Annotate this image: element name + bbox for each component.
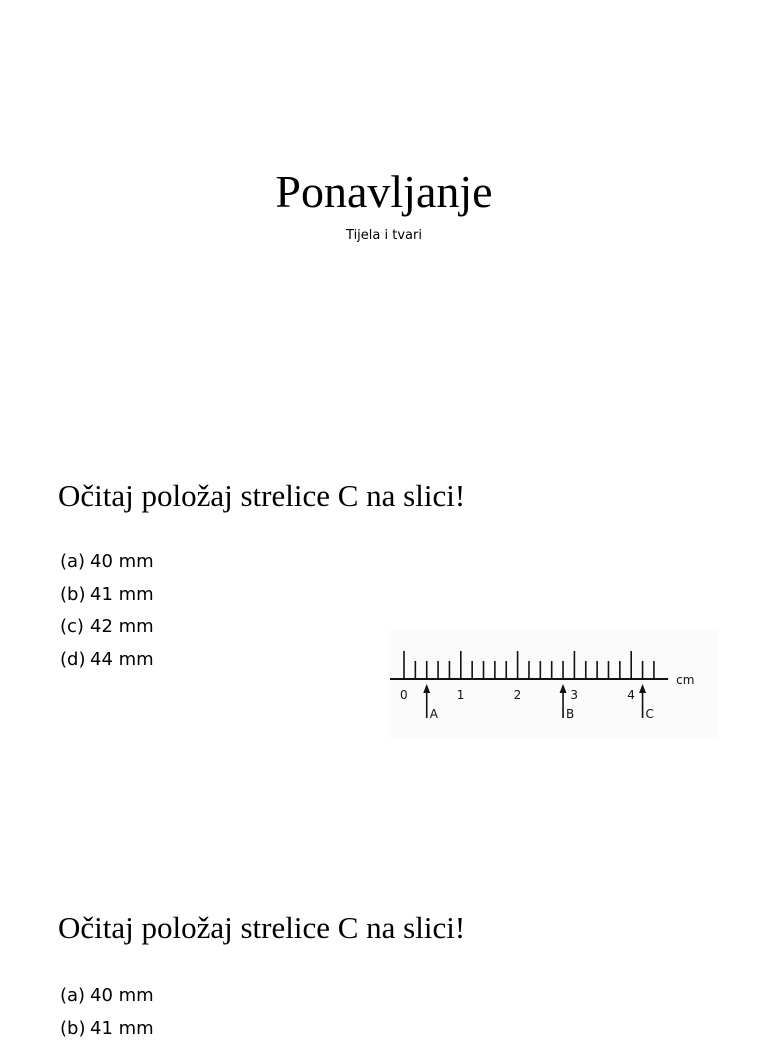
title-slide xyxy=(0,164,768,243)
option-b xyxy=(60,1013,154,1045)
scale-label: 4 xyxy=(627,688,635,702)
scale-label: 0 xyxy=(400,688,408,702)
option-text: 41 mm xyxy=(90,584,154,605)
option-letter: (a) xyxy=(60,980,90,1013)
arrow-head xyxy=(639,684,646,693)
unit-label: cm xyxy=(676,673,694,687)
ruler-drawing xyxy=(388,630,718,738)
option-text: 40 mm xyxy=(90,551,154,572)
arrow-label: A xyxy=(430,707,439,721)
ruler-figure xyxy=(388,630,718,738)
scale-label: 3 xyxy=(570,688,578,702)
option-b xyxy=(60,579,154,612)
answer-options xyxy=(60,546,154,676)
option-a xyxy=(60,546,154,579)
option-text: 42 mm xyxy=(90,616,154,637)
scale-label: 2 xyxy=(514,688,522,702)
arrow-head xyxy=(560,684,567,693)
option-d xyxy=(60,644,154,677)
option-a xyxy=(60,980,154,1013)
scale-label: 1 xyxy=(457,688,465,702)
option-letter: (b) xyxy=(60,1013,90,1045)
option-c xyxy=(60,611,154,644)
answer-options xyxy=(60,980,154,1045)
question-text: Očitaj položaj strelice C na slici! xyxy=(58,910,465,946)
option-letter: (b) xyxy=(60,579,90,612)
arrow-head xyxy=(423,684,430,693)
option-text: 44 mm xyxy=(90,649,154,670)
option-text: 41 mm xyxy=(90,1018,154,1039)
page-title: Ponavljanje xyxy=(0,164,768,220)
option-letter: (d) xyxy=(60,644,90,677)
option-letter: (c) xyxy=(60,611,90,644)
arrow-label: C xyxy=(646,707,654,721)
page-subtitle: Tijela i tvari xyxy=(0,228,768,243)
option-text: 40 mm xyxy=(90,985,154,1006)
arrow-label: B xyxy=(566,707,574,721)
question-text: Očitaj položaj strelice C na slici! xyxy=(58,478,465,514)
option-letter: (a) xyxy=(60,546,90,579)
